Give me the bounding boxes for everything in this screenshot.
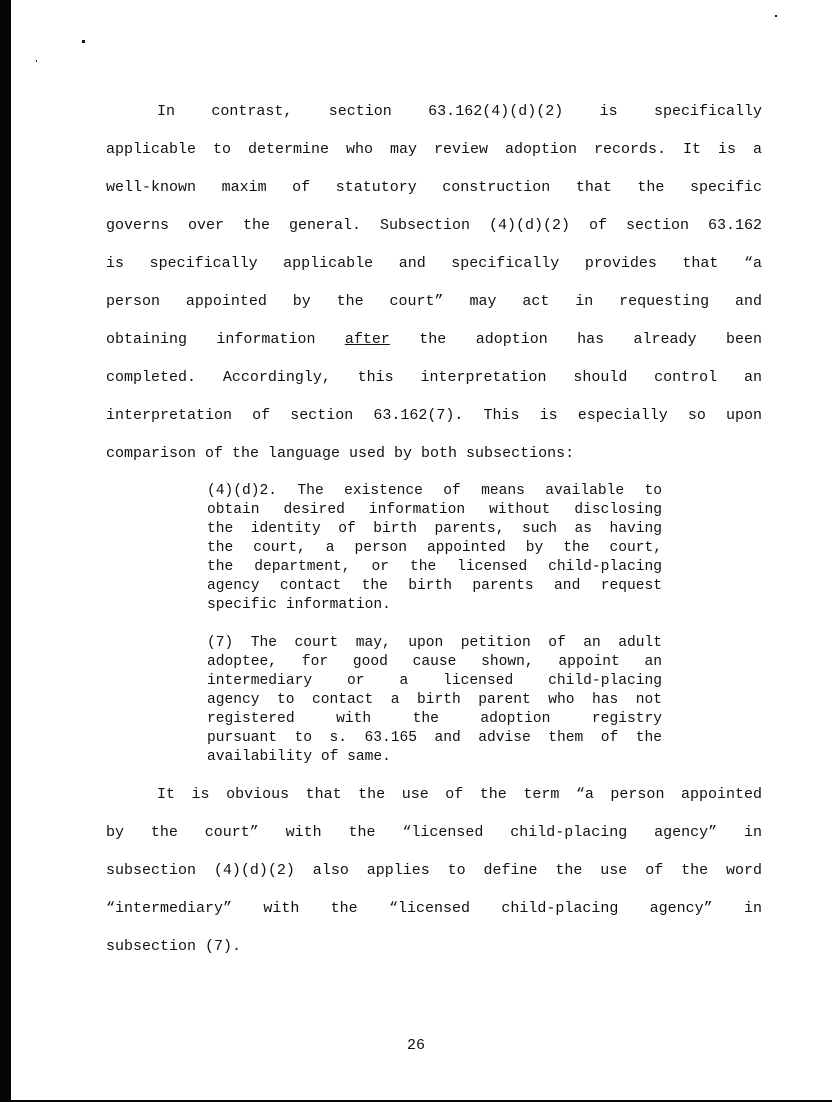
text-line: person appointed by the court” may act in requesting and	[106, 293, 762, 310]
quote-line: intermediary or a licensed child-placing	[207, 673, 662, 689]
text-line: applicable to determine who may review adoption records. It is a	[106, 141, 762, 158]
quote-line: obtain desired information without disclosing	[207, 502, 662, 518]
quote-line: the department, or the licensed child-placing	[207, 559, 662, 575]
text-line: It is obvious that the use of the term “a person appointed	[157, 786, 762, 803]
underlined-word: after	[344, 331, 390, 348]
text-line: subsection (4)(d)(2) also applies to define the use of the word	[106, 862, 762, 879]
quote-line: the court, a person appointed by the court,	[207, 540, 662, 556]
text-line: In contrast, section 63.162(4)(d)(2) is specifically	[157, 103, 762, 120]
quote-line: pursuant to s. 63.165 and advise them of the	[207, 730, 662, 746]
text-line: by the court” with the “licensed child-placing agency” in	[106, 824, 762, 841]
text-line: completed. Accordingly, this interpretation should control an	[106, 369, 762, 386]
scan-speck	[775, 15, 777, 17]
quote-line: (7) The court may, upon petition of an adult	[207, 635, 662, 651]
page-number: 26	[406, 1037, 425, 1054]
quote-line: availability of same.	[207, 749, 391, 765]
quote-line: agency contact the birth parents and request	[207, 578, 662, 594]
quote-line: agency to contact a birth parent who has not	[207, 692, 662, 708]
text-segment: the adoption has already been	[389, 331, 762, 348]
text-line: subsection (7).	[106, 938, 242, 955]
quote-line: registered with the adoption registry	[207, 711, 662, 727]
quote-line: the identity of birth parents, such as having	[207, 521, 662, 537]
text-line: interpretation of section 63.162(7). This is especially so upon	[106, 407, 762, 424]
text-line: is specifically applicable and specifically provides that “a	[106, 255, 762, 272]
quote-line: adoptee, for good cause shown, appoint an	[207, 654, 662, 670]
text-line: well-known maxim of statutory construction that the specific	[106, 179, 762, 196]
text-line: comparison of the language used by both subsections:	[106, 445, 575, 462]
quote-line: specific information.	[207, 597, 391, 613]
scan-speck	[82, 40, 85, 43]
scan-speck	[36, 60, 37, 62]
quote-line: (4)(d)2. The existence of means available to	[207, 483, 662, 499]
text-line: “intermediary” with the “licensed child-placing agency” in	[106, 900, 762, 917]
text-line	[106, 331, 762, 349]
text-segment: obtaining information	[106, 331, 345, 348]
text-line: governs over the general. Subsection (4)(d)(2) of section 63.162	[106, 217, 762, 234]
scan-edge-left	[0, 0, 11, 1102]
